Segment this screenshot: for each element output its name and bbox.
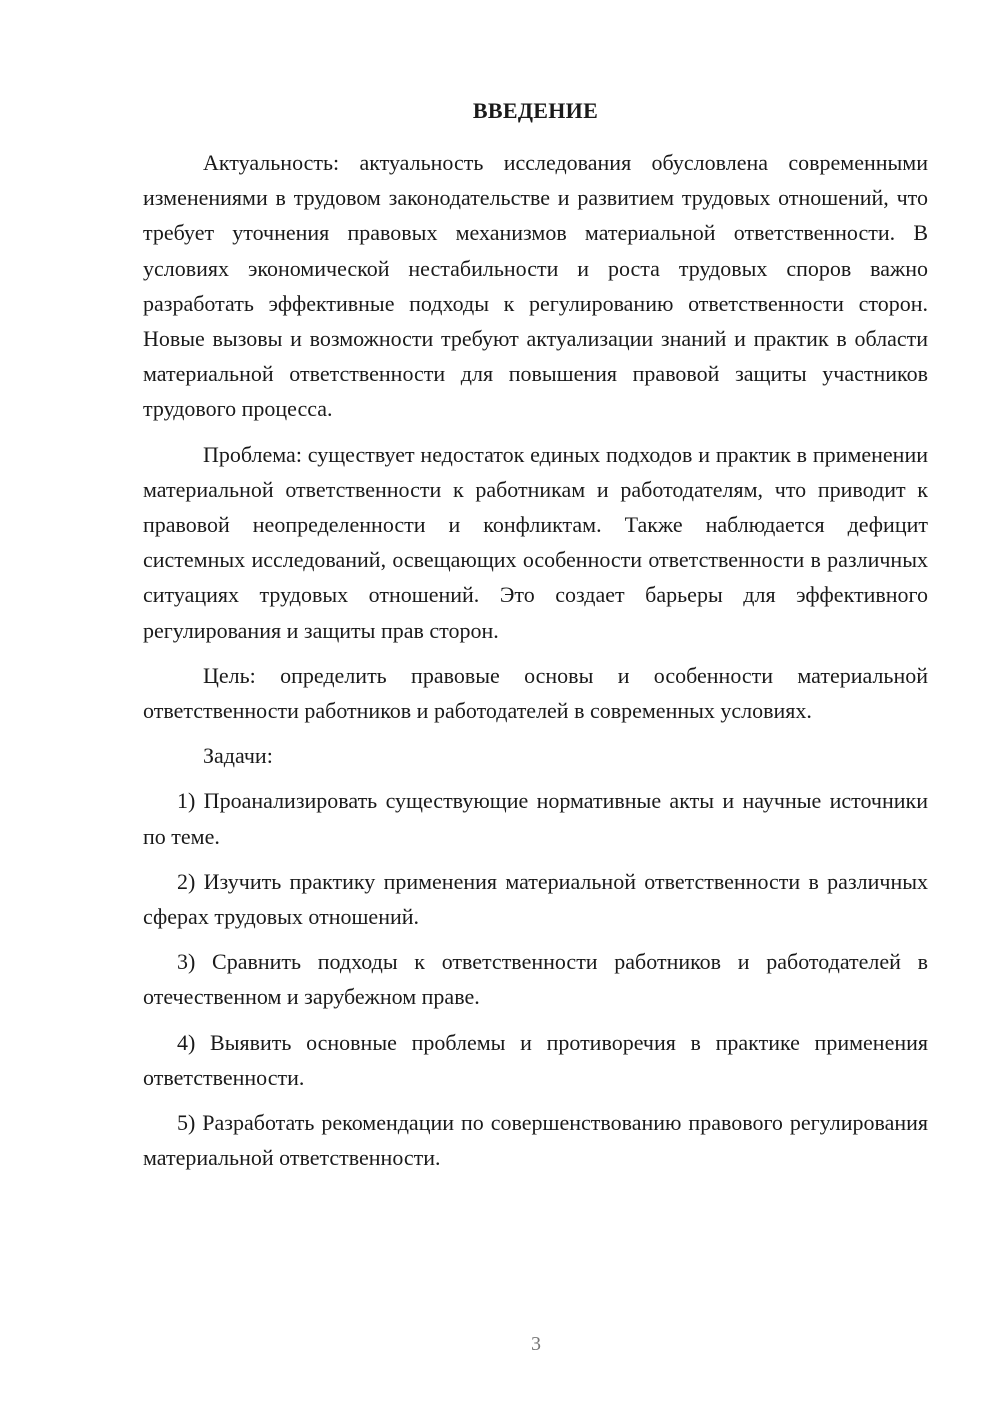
- document-page: [143, 96, 928, 1185]
- paragraph-relevance: Актуальность: актуальность исследования обусловлена современными изменениями в трудовом законодательстве и развитием трудовых отношений, что требует уточнения правовых механизмов материальной ответственности. В условиях экономической нестабильности и роста трудовых споров важно разработать эффективные подходы к регулированию ответственности сторон. Новые вызовы и возможности требуют актуализации знаний и практик в области материальной ответственности для повышения правовой защиты участников трудового процесса.: [143, 150, 928, 422]
- task-item-4: 4) Выявить основные проблемы и противоречия в практике применения ответственности.: [143, 1029, 928, 1090]
- paragraph-problem: Проблема: существует недостаток единых подходов и практик в применении материальной ответственности к работникам и работодателям, что приводит к правовой неопределенности и конфликтам. Также наблюдается дефицит системных исследований, освещающих особенности ответственности в различных ситуациях трудовых отношений. Это создает барьеры для эффективного регулирования и защиты прав сторон.: [143, 441, 928, 643]
- section-heading: ВВЕДЕНИЕ: [472, 98, 599, 123]
- task-item-5: 5) Разработать рекомендации по совершенствованию правового регулирования материальной ответственности.: [143, 1110, 928, 1171]
- task-item-2: 2) Изучить практику применения материальной ответственности в различных сферах трудовых отношений.: [143, 868, 928, 930]
- page-number: 3: [531, 1333, 541, 1355]
- tasks-label: Задачи:: [203, 743, 273, 769]
- task-item-1: 1) Проанализировать существующие нормативные акты и научные источники по теме.: [143, 788, 928, 849]
- task-item-3: 3) Сравнить подходы к ответственности работников и работодателей в отечественном и зарубежном праве.: [143, 949, 928, 1010]
- paragraph-goal: Цель: определить правовые основы и особенности материальной ответственности работников и работодателей в современных условиях.: [143, 662, 928, 724]
